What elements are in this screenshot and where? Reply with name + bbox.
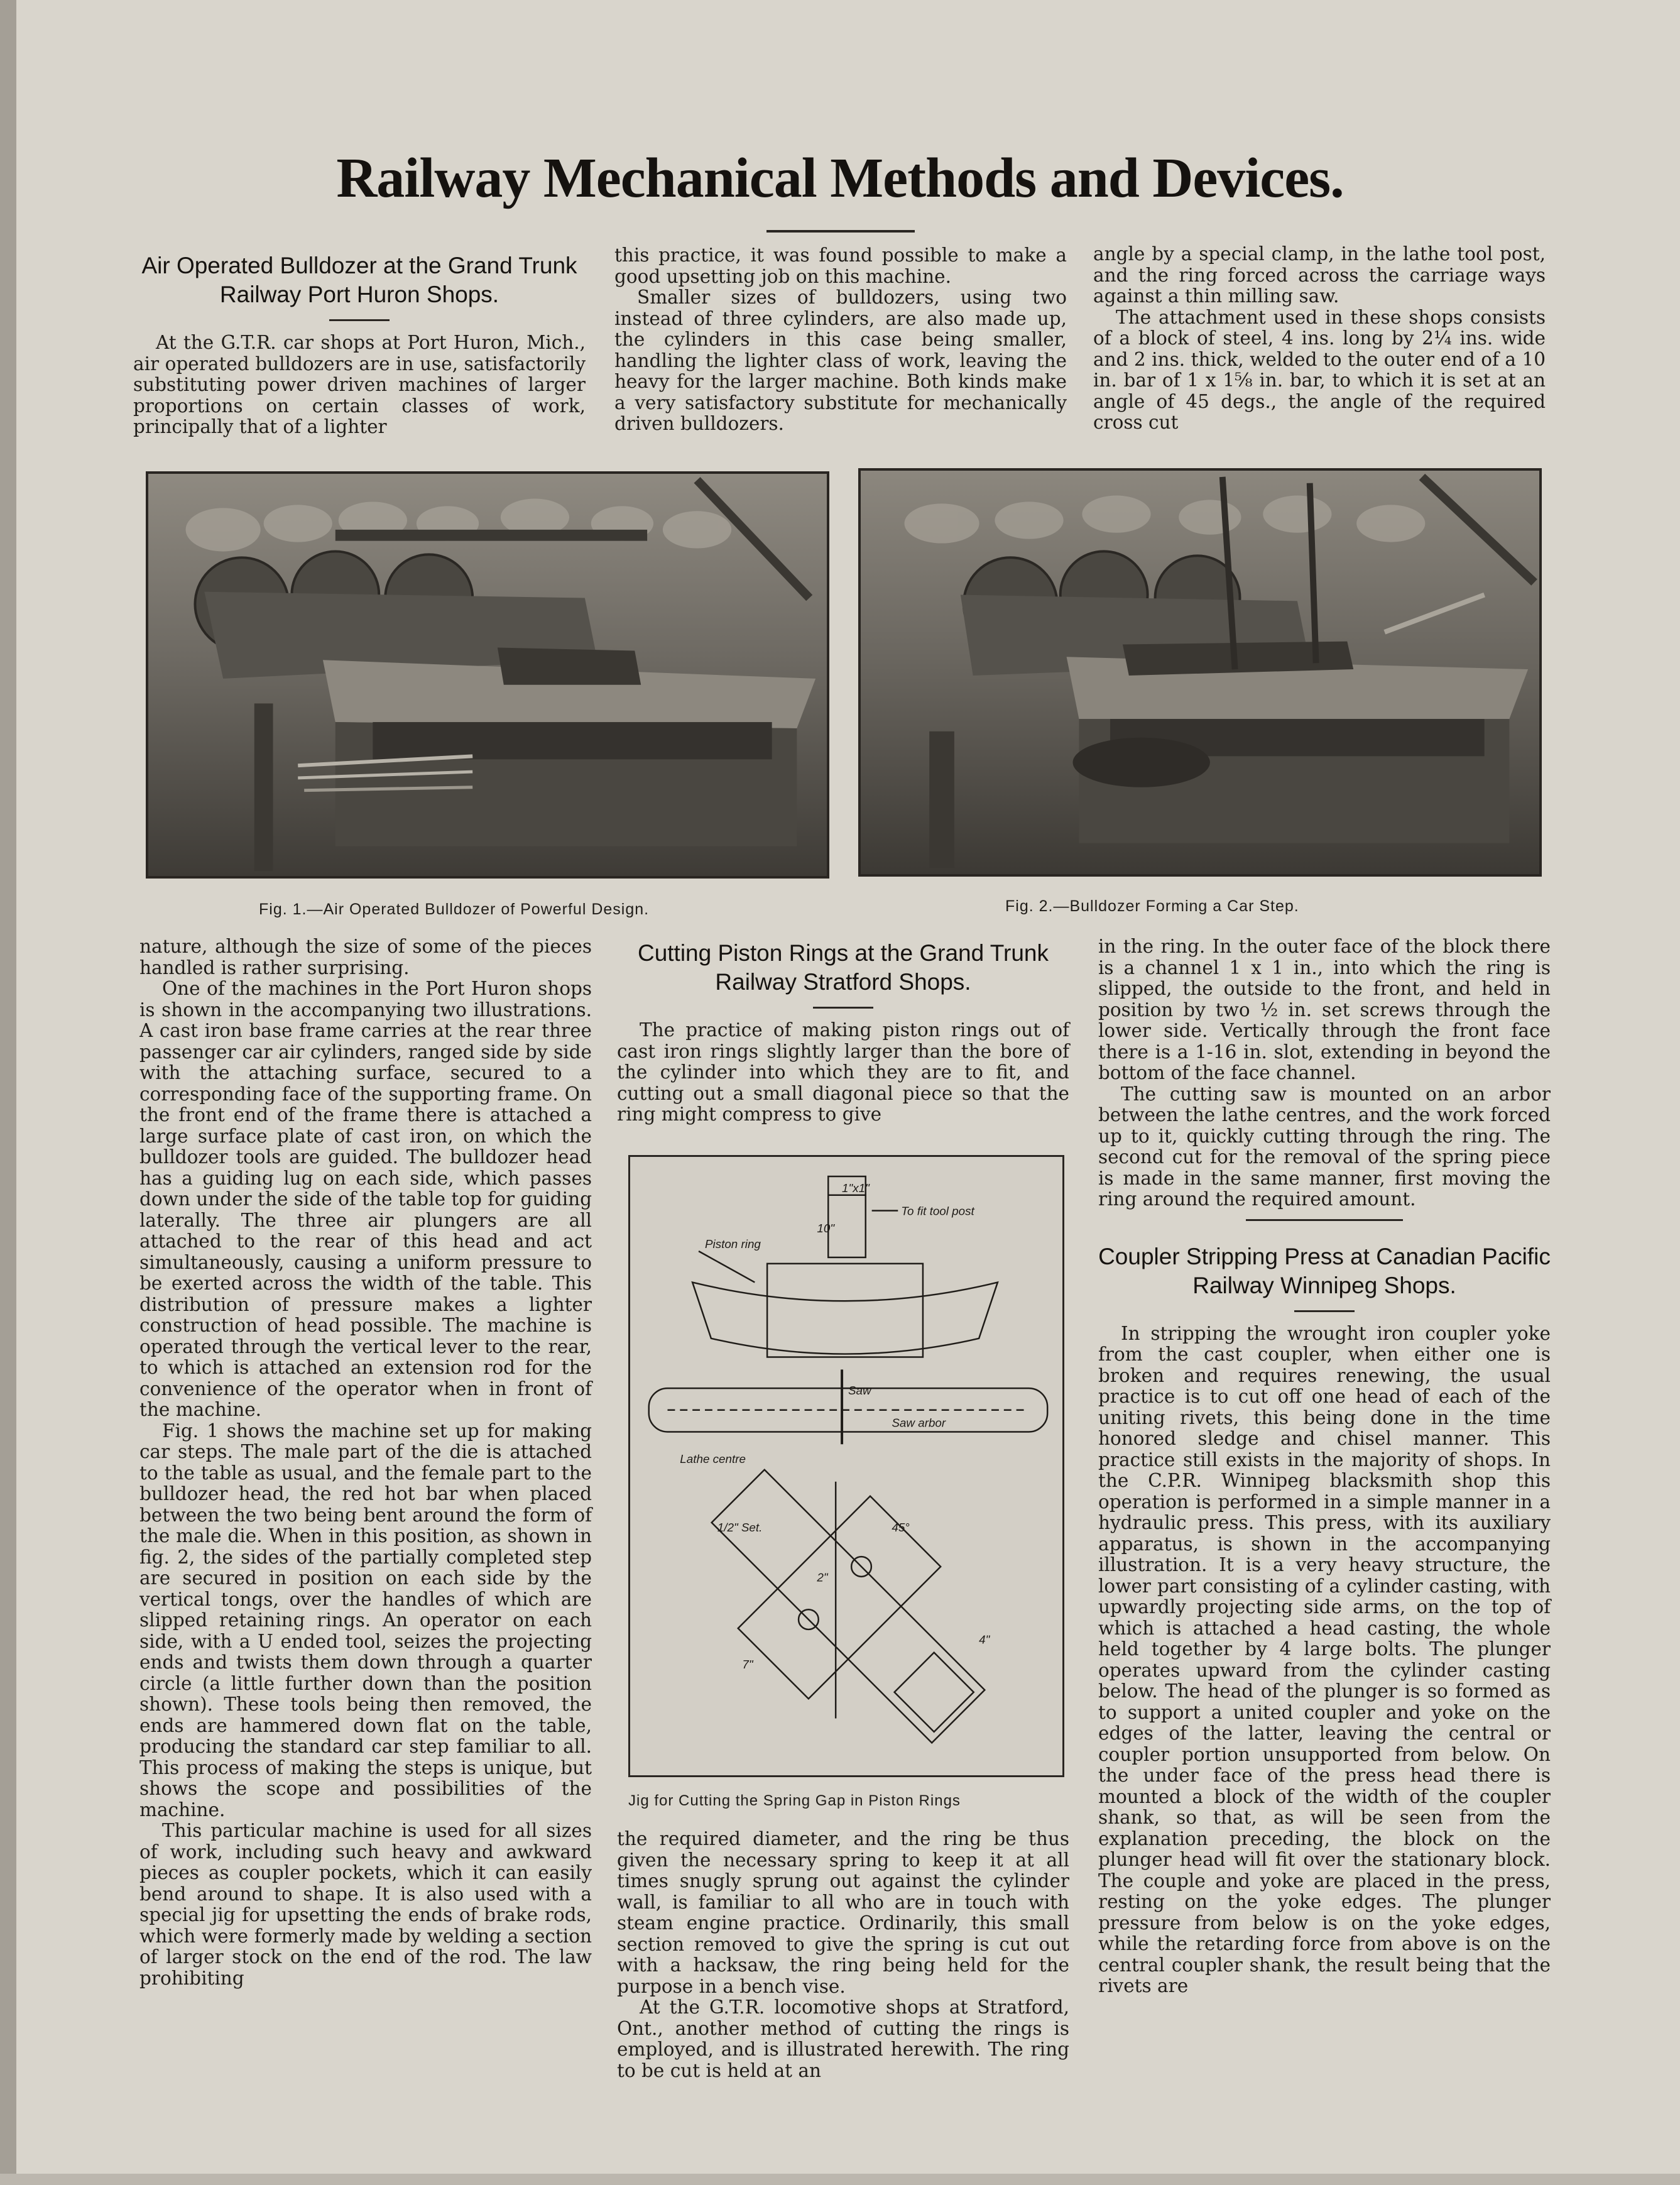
label-lathe-centre: Lathe centre: [680, 1452, 746, 1466]
heading-rule: [813, 1007, 873, 1009]
paragraph: Smaller sizes of bulldozers, using two instead of three cylinders, are also made up, the cylinders in this case being smaller, handling the lighter class of work, leaving the heavy for the larger machine. Both kinds make a very satisfactory substitute for mechanically driven bulldozers.: [614, 287, 1067, 434]
piston-ring-leader: [699, 1251, 755, 1283]
paragraph: the required diameter, and the ring be thus given the necessary spring to keep it at all times snugly sprung out against the cylinder wall, is familiar to all who are in touch with steam engine practice. Ordinarily, this small section removed to give the spring is cut out with a hacksaw, the ring being held for the purpose in a bench vise.: [617, 1828, 1069, 1997]
paragraph: The cutting saw is mounted on an arbor between the lathe centres, and the work forced up to it, quickly cutting through the ring. The second cut for the removal of the spring piece is made in the same manner, first moving the ring around the required amount.: [1098, 1083, 1551, 1210]
paragraph: At the G.T.R. locomotive shops at Stratford, Ont., another method of cutting the rings is employed, and is illustrated herewith. The ring to be cut is held at an: [617, 1996, 1069, 2081]
bulldozer-photo-illustration: [148, 474, 827, 876]
paragraph: The practice of making piston rings out of cast iron rings slightly larger than the bore of the cylinder into which they are to fit, and cutting out a small diagonal piece so that the ring might compress to give: [617, 1019, 1069, 1125]
fig2-caption: Fig. 2.—Bulldozer Forming a Car Step.: [1005, 897, 1299, 915]
label-saw: Saw: [848, 1383, 871, 1397]
plan-view: [672, 1430, 1025, 1775]
paragraph: In stripping the wrought iron coupler yoke from the cast coupler, when either one is broken and requires renewing, the usual practice is to cut off one head of each of the uniting rivets, this being done in the time honored sledge and chisel manner. This practice still exists in the majority of shops. In the C.P.R. Winnipeg blacksmith shop this operation is performed in a simple manner in a hydraulic press. This press, with its auxiliary apparatus, is shown in the accompanying illustration. It is a very heavy structure, the lower part consisting of a cylinder casting, with upwardly projecting side arms, on the top of which is attached a head casting, the whole held together by 4 large bolts. The plunger operates upward from the cylinder casting below. The head of the plunger is so formed as to support a united coupler and yoke on the edges of the latter, leaving the central or coupler portion unsupported from below. On the under face of the press head there is mounted a block of the width of the coupler shank, so that, as will be seen from the explanation preceding, the block on the plunger head will fit over the stationary block. The couple and yoke are placed in the press, resting on the yoke edges. The plunger pressure from below is on the yoke edges, while the retarding force from above is on the central coupler shank, the result being that the rivets are: [1098, 1322, 1551, 1996]
article1-heading: Air Operated Bulldozer at the Grand Trunk Railway Port Huron Shops.: [141, 253, 577, 307]
bar-plan: [712, 1470, 985, 1743]
article-separator: [1246, 1219, 1403, 1221]
label-7: 7": [742, 1658, 753, 1672]
page-edge-left: [0, 0, 16, 2185]
label-45: 45°: [892, 1521, 910, 1535]
paragraph: this practice, it was found possible to make a good upsetting job on this machine.: [614, 244, 1067, 287]
page-edge-bottom: [0, 2174, 1680, 2185]
paragraph: in the ring. In the outer face of the block there is a channel 1 x 1 in., into which the ring is slipped, the outside to the front, and held in position by two ½ in. set screws through the lower side. Vertically through the front face there is a 1-16 in. slot, extending in beyond the bottom of the face channel.: [1098, 936, 1551, 1083]
fig2-photo: [858, 468, 1542, 877]
paragraph: Fig. 1 shows the machine set up for making car steps. The male part of the die is attached to the table as usual, and the female part to the bulldozer head, the red hot bar when placed between the two being bent around the form of the male die. When in this position, as shown in fig. 2, the sides of the partially completed step are secured in position on each side by the vertical tongs, over the handles of which are slipped retaining rings. An operator on each side, with a U ended tool, seizes the projecting ends and twists them down through a quarter circle (a little further down than the position shown). These tools being then removed, the ends are hammered down flat on the table, producing the standard car step familiar to all. This process of making the steps is unique, but shows the scope and possibilities of the machine.: [139, 1420, 592, 1821]
fig1-caption: Fig. 1.—Air Operated Bulldozer of Powerful Design.: [259, 901, 650, 918]
page-title: Railway Mechanical Methods and Devices.: [336, 147, 1344, 209]
piston-ring-jig-diagram: [628, 1155, 1064, 1777]
article2-heading: Cutting Piston Rings at the Grand Trunk Railway Stratford Shops.: [637, 940, 1049, 995]
label-tool-post: To fit tool post: [901, 1204, 974, 1218]
article3-heading: Coupler Stripping Press at Canadian Pacific Railway Winnipeg Shops.: [1098, 1243, 1551, 1298]
heading-rule: [1294, 1310, 1355, 1312]
article2-column-continued: [617, 1829, 1069, 2081]
clamp-block: [767, 1264, 923, 1357]
heading-rule: [329, 319, 390, 321]
article1-top-column: [133, 251, 586, 438]
article2-column: [617, 939, 1069, 1125]
paragraph: The attachment used in these shops consists of a block of steel, 4 ins. long by 2¼ ins. wide and 2 ins. thick, welded to the outer end of a 10 in. bar of 1 x 1⅝ in. bar, to which it is set at an angle of 45 degs., the angle of the required cross cut: [1093, 306, 1546, 433]
article-column-3: [1098, 936, 1551, 1997]
fig1-photo: [146, 471, 829, 879]
car-step-photo-illustration: [861, 471, 1539, 874]
block-plan: [738, 1496, 941, 1699]
paragraph: This particular machine is used for all sizes of work, including such heavy and awkward pieces as coupler pockets, which it can easily bend around to shape. It is also used with a special jig for upsetting the ends of brake rods, which were formerly made by welding a section of larger stock on the end of the rod. The law prohibiting: [139, 1820, 592, 1989]
label-4: 4": [979, 1633, 990, 1646]
paragraph: nature, although the size of some of the pieces handled is rather surprising.: [139, 936, 592, 978]
paragraph: One of the machines in the Port Huron shops is shown in the accompanying two illustrations. A cast iron base frame carries at the rear three passenger car air cylinders, ranged side by side with the attaching surface, secured to a corresponding face of the supporting frame. On the front end of the frame there is attached a large surface plate of cast iron, on which the bulldozer tools are guided. The bulldozer head has a guiding lug on each side, which passes down under the side of the table top for guiding laterally. The three air plungers are all attached to the rear of this head and act simultaneously, causing a uniform pressure to be exerted across the width of the table. This distribution of pressure makes a lighter construction of head possible. The machine is operated through the vertical lever to the rear, to which is attached an extension rod for the convenience of the operator when in front of the machine.: [139, 978, 592, 1420]
article1-bottom-column: [139, 936, 592, 1989]
label-1x1: 1"x1": [842, 1181, 870, 1195]
piston-ring-shape: [692, 1283, 998, 1354]
diagram-caption: Jig for Cutting the Spring Gap in Piston Rings: [628, 1792, 961, 1809]
label-10: 10": [817, 1222, 835, 1235]
paragraph: angle by a special clamp, in the lathe tool post, and the ring forced across the carriage ways against a thin milling saw.: [1093, 243, 1546, 307]
article2-top-column-3: [1093, 244, 1546, 434]
label-saw-arbor: Saw arbor: [892, 1416, 946, 1430]
jig-drawing: [630, 1157, 1062, 1775]
label-set: 1/2" Set.: [717, 1521, 763, 1535]
end-block: [895, 1653, 974, 1732]
title-rule: [766, 230, 915, 233]
article1-top-column-2: [614, 245, 1067, 435]
label-2: 2": [817, 1570, 828, 1584]
label-piston-ring: Piston ring: [704, 1237, 761, 1251]
paragraph: At the G.T.R. car shops at Port Huron, Mich., air operated bulldozers are in use, satisfactorily substituting power driven machines of larger proportions on certain classes of work, principally that of a lighter: [133, 332, 586, 437]
